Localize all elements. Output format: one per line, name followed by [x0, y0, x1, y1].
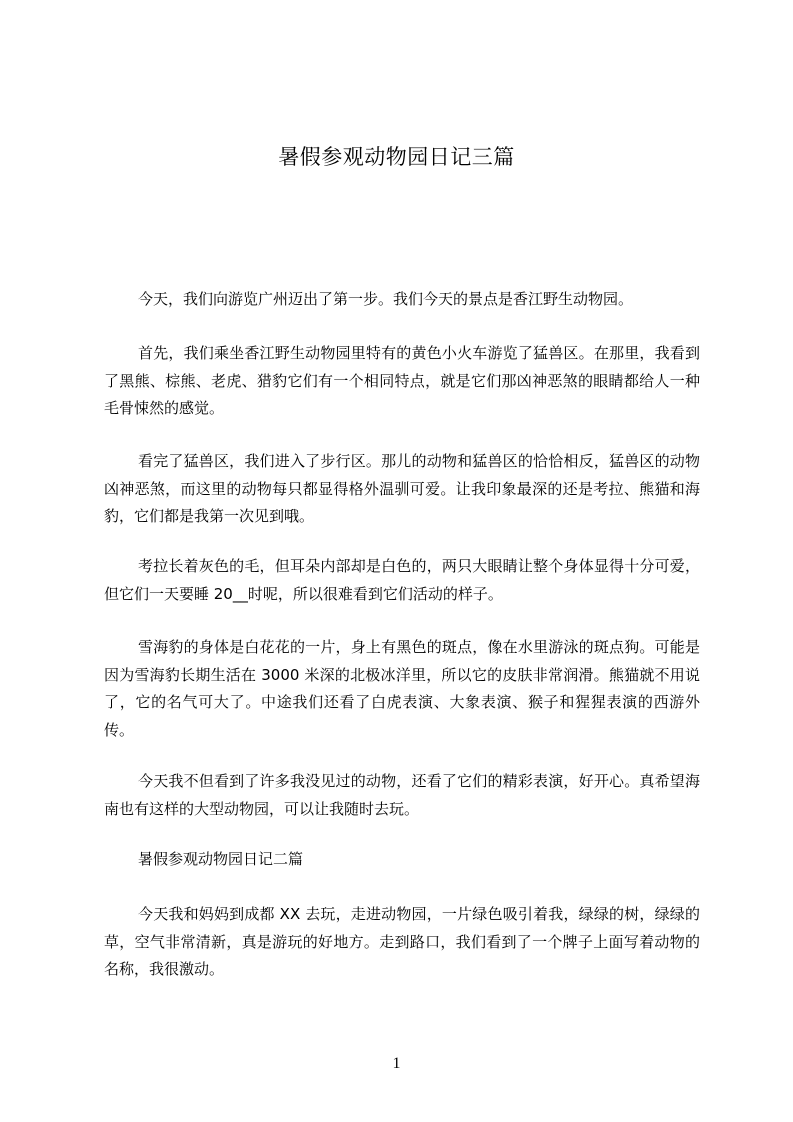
- document-title: 暑假参观动物园日记三篇: [278, 145, 515, 169]
- paragraph-3: 看完了猛兽区，我们进入了步行区。那儿的动物和猛兽区的恰恰相反，猛兽区的动物凶神恶煞，而这里的动物每只都显得格外温驯可爱。让我印象最深的还是考拉、熊猫和海豹，它们都是我第一次见到哦。: [104, 452, 700, 525]
- paragraph-7: 今天我和妈妈到成都 XX 去玩，走进动物园，一片绿色吸引着我，绿绿的树，绿绿的草，空气非常清新，真是游玩的好地方。走到路口，我们看到了一个牌子上面写着动物的名称，我很激动。: [104, 905, 700, 978]
- page-number: 1: [392, 1055, 401, 1072]
- paragraph-2: 首先，我们乘坐香江野生动物园里特有的黄色小火车游览了猛兽区。在那里，我看到了黑熊、棕熊、老虎、猎豹它们有一个相同特点，就是它们那凶神恶煞的眼睛都给人一种毛骨悚然的感觉。: [104, 344, 700, 417]
- paragraph-6: 今天我不但看到了许多我没见过的动物，还看了它们的精彩表演，好开心。真希望海南也有这样的大型动物园，可以让我随时去玩。: [104, 772, 700, 818]
- section-subheading: 暑假参观动物园日记二篇: [138, 850, 304, 868]
- paragraph-1: 今天，我们向游览广州迈出了第一步。我们今天的景点是香江野生动物园。: [138, 290, 634, 308]
- paragraph-4: 考拉长着灰色的毛，但耳朵内部却是白色的，两只大眼睛让整个身体显得十分可爱，但它们一天要睡 20__时呢，所以很难看到它们活动的样子。: [104, 557, 700, 603]
- paragraph-5: 雪海豹的身体是白花花的一片，身上有黑色的斑点，像在水里游泳的斑点狗。可能是因为雪海豹长期生活在 3000 米深的北极冰洋里，所以它的皮肤非常润滑。熊猫就不用说了，它的名气可大了。中途我们还看了白虎表演、大象表演、猴子和猩猩表演的西游外传。: [104, 638, 700, 739]
